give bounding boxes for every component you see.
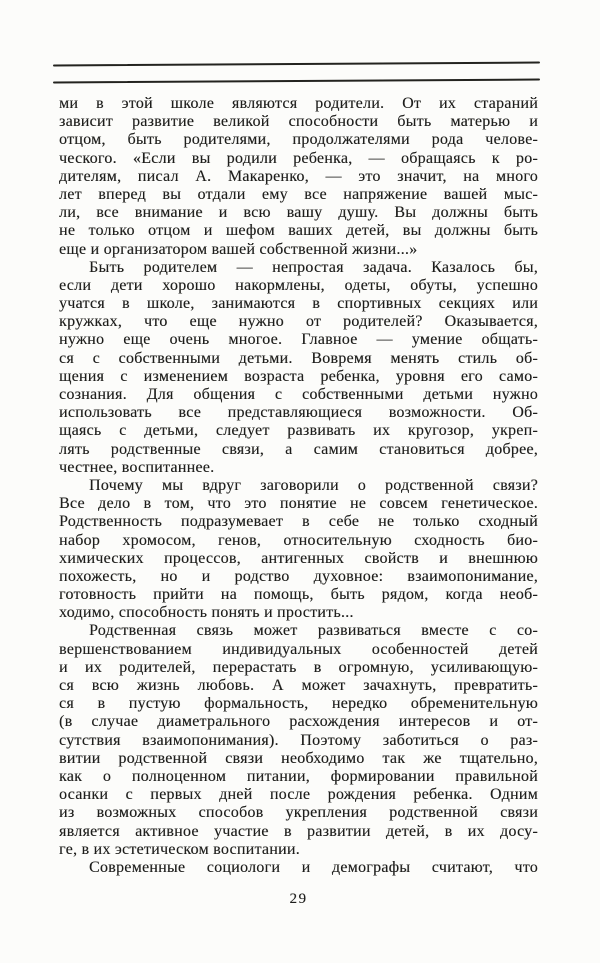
text-line: учатся в школе, занимаются в спортивных секциях или (59, 295, 538, 313)
text-line: использовать все представляющиеся возможности. Об- (59, 404, 538, 422)
text-line: ческого. «Если вы родили ребенка, — обращаясь к ро- (59, 149, 538, 167)
paragraph (59, 259, 538, 477)
paragraph (59, 95, 538, 259)
header-rule-bottom (53, 79, 540, 84)
text-line: и их родителей, перерастать в огромную, усиливающую- (59, 658, 538, 676)
text-line: похожесть, но и родство духовное: взаимопонимание, (59, 567, 538, 585)
text-line: лет вперед вы отдали ему все напряжение вашей мыс- (59, 185, 538, 203)
text-line: химических процессов, антигенных свойств и внешнюю (59, 549, 538, 567)
text-line: витии родственной связи необходимо так же тщательно, (59, 749, 538, 767)
text-line: Быть родителем — непростая задача. Казалось бы, (89, 258, 538, 276)
text-line: Все дело в том, что это понятие не совсем генетическое. (59, 495, 538, 513)
text-line: кружках, что еще нужно от родителей? Оказывается, (59, 313, 538, 331)
text-line: вершенствованием индивидуальных особенностей детей (59, 640, 538, 658)
text-line: честнее, воспитаннее. (59, 458, 215, 476)
paragraph (59, 859, 538, 877)
text-line: ходимо, способность понять и простить... (59, 604, 354, 622)
text-line: ми в этой школе являются родители. От их стараний (59, 95, 538, 112)
text-line: (в случае диаметрального расхождения интересов и от- (59, 713, 538, 731)
text-line: является активное участие в развитии детей, в их досу- (59, 822, 538, 840)
text-line: как о полноценном питании, формировании правильной (59, 767, 538, 785)
text-line: дителям, писал А. Макаренко, — это значит, на много (59, 167, 538, 185)
text-line: Современные социологи и демографы считают, что (89, 858, 538, 876)
text-line: ли, все внимание и всю вашу душу. Вы должны быть (59, 204, 538, 222)
page-text (59, 95, 538, 877)
text-line: нужно еще очень многое. Главное — умение общать- (59, 331, 538, 349)
text-line: ге, в их эстетическом воспитании. (59, 840, 300, 858)
text-line: сознания. Для общения с собственными детьми нужно (59, 386, 538, 403)
text-line: ся с собственными детьми. Вовремя менять стиль об- (59, 349, 538, 367)
text-line: ся в пустую формальность, нередко обременительную (59, 695, 538, 713)
page-number: 29 (289, 891, 308, 907)
text-line: из возможных способов укрепления родственной связи (59, 804, 538, 822)
text-line: щения с изменением возраста ребенка, уровня его само- (59, 367, 538, 385)
text-line: отцом, быть родителями, продолжателями рода челове- (59, 131, 538, 149)
text-line: лять родственные связи, а самим становиться добрее, (59, 440, 538, 458)
text-line: зависит развитие великой способности быть матерью и (59, 113, 538, 131)
header-rule-top (53, 62, 540, 67)
text-line: сутствия взаимопонимания). Поэтому заботиться о раз- (59, 731, 538, 749)
text-line: Родственность подразумевает в себе не только сходный (59, 513, 538, 531)
text-line: не только отцом и шефом ваших детей, вы должны быть (59, 222, 538, 240)
text-line: набор хромосом, генов, относительную сходность био- (59, 531, 538, 549)
paragraph (59, 477, 538, 623)
text-line: если дети хорошо накормлены, одеты, обуты, успешно (59, 276, 538, 294)
text-line: еще и организатором вашей собственной жизни...» (59, 240, 418, 258)
text-line: Родственная связь может развиваться вместе с со- (89, 622, 538, 640)
paragraph (59, 622, 538, 858)
text-line: ся всю жизнь любовь. А может зачахнуть, превратить- (59, 677, 538, 694)
text-line: щаясь с детьми, следует развивать их кругозор, укреп- (59, 422, 538, 440)
text-line: Почему мы вдруг заговорили о родственной связи? (89, 476, 538, 494)
text-line: готовность прийти на помощь, быть рядом, когда необ- (59, 586, 538, 604)
text-line: осанки с первых дней после рождения ребенка. Одним (59, 786, 538, 804)
